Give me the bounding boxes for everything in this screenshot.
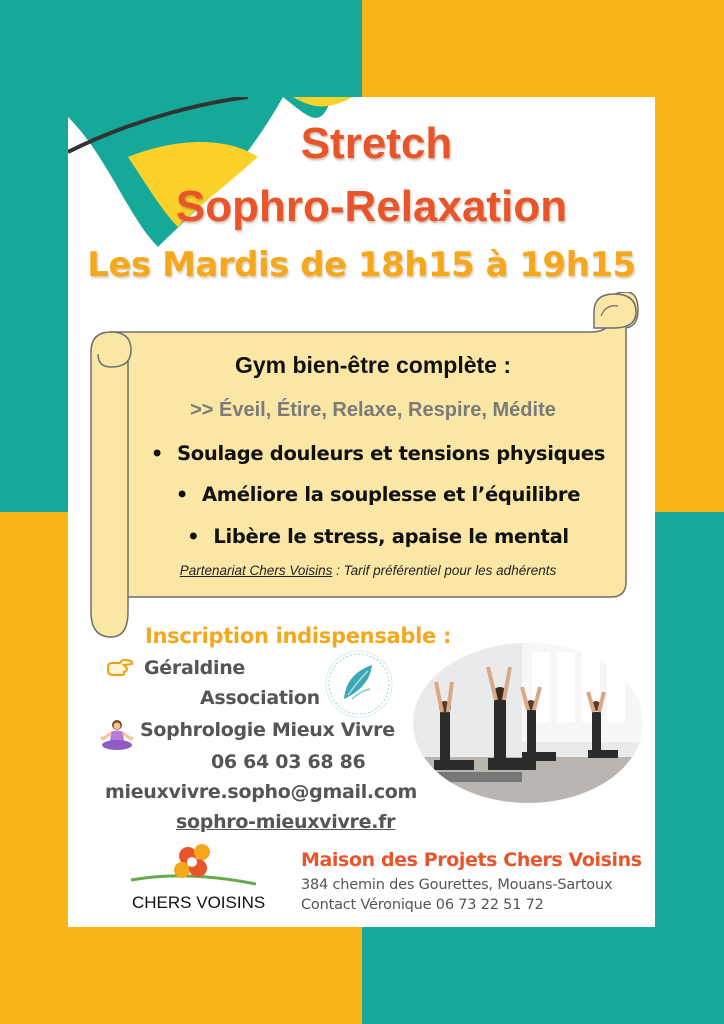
contact-website-link[interactable]: sophro-mieuxvivre.fr bbox=[176, 811, 396, 833]
benefit-item bbox=[108, 483, 648, 506]
contact-phone[interactable]: 06 64 03 68 86 bbox=[211, 751, 366, 773]
benefit-item bbox=[108, 442, 648, 465]
partner-link[interactable]: Partenariat Chers Voisins bbox=[179, 563, 333, 578]
meditation-person-icon bbox=[98, 719, 136, 751]
title-sophro-relaxation: Sophro-Relaxation bbox=[175, 182, 568, 231]
bullet-dot: • bbox=[187, 525, 200, 548]
flyer-paper bbox=[68, 97, 655, 927]
title-stretch: Stretch bbox=[300, 119, 453, 168]
partner-text: : Tarif préférentiel pour les adhérents bbox=[332, 563, 557, 578]
schedule-text: Les Mardis de 18h15 à 19h15 bbox=[87, 245, 636, 285]
contact-name: Géraldine bbox=[144, 657, 246, 679]
scroll-banner bbox=[86, 292, 641, 642]
bullet-dot: • bbox=[150, 442, 164, 465]
venue-address: 384 chemin des Gourettes, Mouans-Sartoux bbox=[301, 877, 613, 893]
benefit-text: Libère le stress, apaise le mental bbox=[213, 525, 569, 548]
inscription-heading: Inscription indispensable : bbox=[145, 624, 452, 648]
venue-contact: Contact Véronique 06 73 22 51 72 bbox=[301, 897, 544, 913]
benefit-text: Améliore la souplesse et l’équilibre bbox=[201, 483, 581, 506]
venue-name: Maison des Projets Chers Voisins bbox=[301, 849, 642, 871]
logo-text: CHERS VOISINS bbox=[132, 893, 266, 912]
contact-email[interactable]: mieuxvivre.sopho@gmail.com bbox=[105, 781, 418, 803]
feather-badge-logo bbox=[324, 649, 394, 719]
benefit-text: Soulage douleurs et tensions physiques bbox=[177, 442, 606, 465]
yoga-class-photo bbox=[412, 642, 644, 804]
bullet-dot: • bbox=[175, 483, 188, 506]
contact-organization: Sophrologie Mieux Vivre bbox=[140, 719, 395, 741]
scroll-heading: Gym bien-être complète : bbox=[234, 352, 512, 378]
contact-association: Association bbox=[200, 687, 320, 709]
benefit-item bbox=[108, 525, 648, 548]
chers-voisins-logo bbox=[126, 842, 276, 917]
scroll-subheading: >> Éveil, Étire, Relaxe, Respire, Médite bbox=[190, 399, 556, 421]
pointing-hand-icon bbox=[106, 657, 134, 679]
partner-note bbox=[128, 563, 608, 578]
